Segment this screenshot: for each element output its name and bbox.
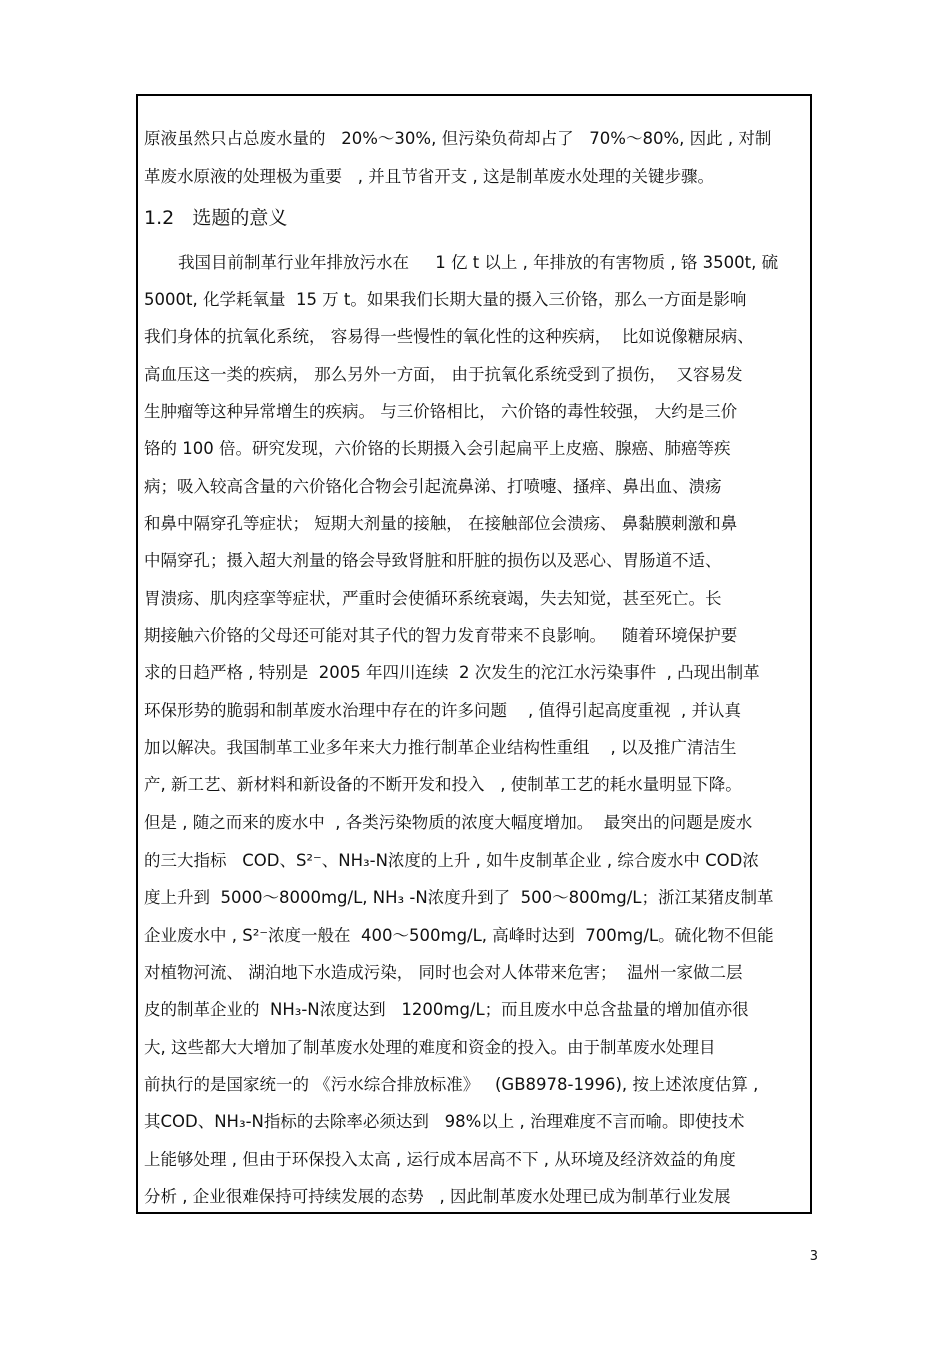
text-line: 皮的制革企业的 NH₃-N浓度达到 1200mg/L；而且废水中总含盐量的增加值亦很 (144, 1000, 749, 1019)
text-line: 期接触六价铬的父母还可能对其子代的智力发育带来不良影响。 随着环境保护要 (144, 626, 738, 645)
text-line: 前执行的是国家统一的 《污水综合排放标准》 (GB8978-1996), 按上述浓度估算 , (144, 1075, 759, 1094)
text-line: 中隔穿孔；摄入超大剂量的铬会导致肾脏和肝脏的损伤以及恶心、胃肠道不适、 (144, 551, 722, 570)
text-line: 5000t, 化学耗氧量 15 万 t。如果我们长期大量的摄入三价铬，那么一方面是影响 (144, 290, 747, 309)
text-line: 和鼻中隔穿孔等症状； 短期大剂量的接触， 在接触部位会溃疡、 鼻黏膜刺激和鼻 (144, 514, 738, 533)
text-line: 对植物河流、 湖泊地下水造成污染， 同时也会对人体带来危害； 温州一家做二层 (144, 963, 743, 982)
text-line: 胃溃疡、肌肉痉挛等症状，严重时会使循环系统衰竭，失去知觉，甚至死亡。长 (144, 589, 722, 608)
text-line: 环保形势的脆弱和制革废水治理中存在的许多问题 , 值得引起高度重视 , 并认真 (144, 701, 741, 720)
text-line: 铬的 100 倍。研究发现，六价铬的长期摄入会引起扁平上皮癌、腺癌、肺癌等疾 (144, 439, 731, 458)
text-line: 我们身体的抗氧化系统， 容易得一些慢性的氧化性的这种疾病， 比如说像糖尿病、 (144, 327, 754, 346)
text-line: 革废水原液的处理极为重要 , 并且节省开支 , 这是制革废水处理的关键步骤。 (144, 167, 714, 186)
text-line: 病；吸入较高含量的六价铬化合物会引起流鼻涕、打喷嚏、搔痒、鼻出血、溃疡 (144, 477, 722, 496)
text-line: 高血压这一类的疾病， 那么另外一方面， 由于抗氧化系统受到了损伤， 又容易发 (144, 365, 743, 384)
text-line: 大, 这些都大大增加了制革废水处理的难度和资金的投入。由于制革废水处理目 (144, 1038, 716, 1057)
text-line: 度上升到 5000～8000mg/L, NH₃ -N浓度升到了 500～800mg/L；浙江某猪皮制革 (144, 888, 774, 907)
text-line: 求的日趋严格 , 特别是 2005 年四川连续 2 次发生的沱江水污染事件 , 凸现出制革 (144, 663, 760, 682)
text-line: 加以解决。我国制革工业多年来大力推行制革企业结构性重组 , 以及推广清洁生 (144, 738, 737, 757)
text-line: 生肿瘤等这种异常增生的疾病。 与三价铬相比， 六价铬的毒性较强， 大约是三价 (144, 402, 738, 421)
text-line: 的三大指标 COD、S²⁻、NH₃-N浓度的上升 , 如牛皮制革企业 , 综合废水中 COD浓 (144, 851, 759, 870)
text-line: 我国目前制革行业年排放污水在 1 亿 t 以上 , 年排放的有害物质 , 铬 3500t, 硫 (178, 253, 779, 272)
section-heading: 1.2 选题的意义 (144, 207, 288, 229)
text-line: 原液虽然只占总废水量的 20%～30%, 但污染负荷却占了 70%～80%, 因此 , 对制 (144, 129, 772, 148)
text-line: 上能够处理 , 但由于环保投入太高 , 运行成本居高不下 , 从环境及经济效益的角度 (144, 1150, 736, 1169)
text-line: 产, 新工艺、新材料和新设备的不断开发和投入 , 使制革工艺的耗水量明显下降。 (144, 775, 742, 794)
text-line: 企业废水中 , S²⁻浓度一般在 400～500mg/L, 高峰时达到 700mg/L。硫化物不但能 (144, 926, 774, 945)
page-number: 3 (809, 1249, 818, 1264)
text-line: 但是 , 随之而来的废水中 , 各类污染物质的浓度大幅度增加。 最突出的问题是废水 (144, 813, 753, 832)
text-line: 分析 , 企业很难保持可持续发展的态势 , 因此制革废水处理已成为制革行业发展 (144, 1187, 731, 1206)
text-line: 其COD、NH₃-N指标的去除率必须达到 98%以上 , 治理难度不言而喻。即使技术 (144, 1112, 745, 1131)
